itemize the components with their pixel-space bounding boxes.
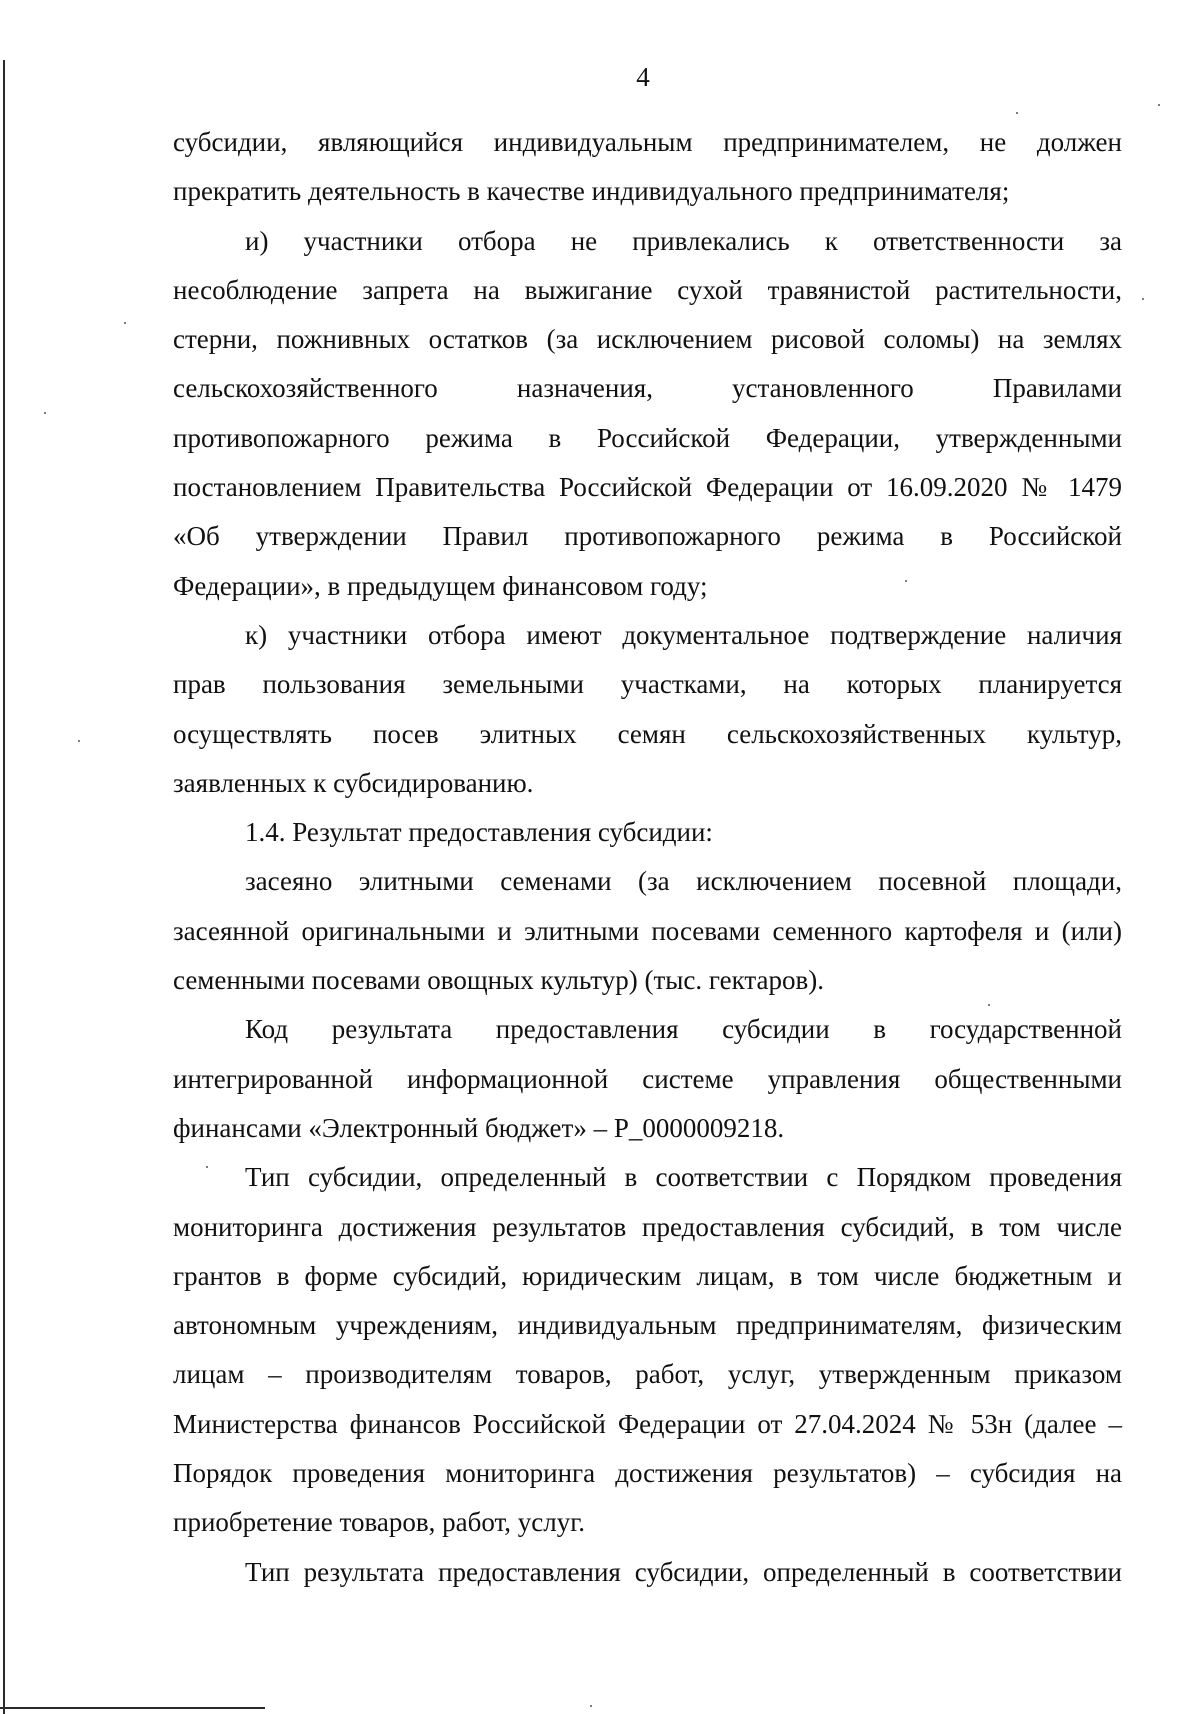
text-line: 1.4. Результат предоставления субсидии: bbox=[245, 817, 713, 848]
text-line: сельскохозяйственного назначения, установленного Правилами bbox=[173, 373, 1122, 404]
text-line: «Об утверждении Правил противопожарного режима в Российской bbox=[173, 521, 1122, 552]
scan-edge-bottom bbox=[0, 1707, 265, 1709]
text-line: и) участники отбора не привлекались к ответственности за bbox=[245, 225, 1122, 256]
text-line: финансами «Электронный бюджет» – P_0000009218. bbox=[173, 1112, 785, 1143]
text-line: приобретение товаров, работ, услуг. bbox=[173, 1507, 585, 1538]
scan-speckle bbox=[124, 322, 126, 324]
scan-speckle bbox=[988, 1004, 990, 1006]
text-line: к) участники отбора имеют документальное подтверждение наличия bbox=[245, 619, 1122, 650]
text-line: грантов в форме субсидий, юридическим лицам, в том числе бюджетным и bbox=[173, 1260, 1122, 1291]
text-line: мониторинга достижения результатов предоставления субсидий, в том числе bbox=[173, 1211, 1122, 1242]
text-line: Порядок проведения мониторинга достижения результатов) – субсидия на bbox=[173, 1458, 1122, 1489]
text-line: семенными посевами овощных культур) (тыс. гектаров). bbox=[173, 965, 824, 996]
text-line: Федерации», в предыдущем финансовом году; bbox=[173, 570, 708, 601]
text-line: осуществлять посев элитных семян сельскохозяйственных культур, bbox=[173, 718, 1122, 749]
page-number: 4 bbox=[636, 62, 650, 92]
text-line: стерни, пожнивных остатков (за исключением рисовой соломы) на землях bbox=[173, 324, 1122, 355]
text-line: засеянной оригинальными и элитными посевами семенного картофеля и (или) bbox=[173, 915, 1122, 946]
text-line: Тип субсидии, определенный в соответствии с Порядком проведения bbox=[245, 1162, 1122, 1193]
scan-speckle bbox=[905, 580, 907, 582]
text-line: противопожарного режима в Российской Федерации, утвержденными bbox=[173, 422, 1122, 453]
scan-edge-left bbox=[3, 60, 5, 1714]
scan-speckle bbox=[206, 1166, 208, 1168]
scan-speckle bbox=[1142, 298, 1144, 300]
scan-speckle bbox=[78, 740, 80, 742]
text-line: засеяно элитными семенами (за исключением посевной площади, bbox=[245, 866, 1122, 897]
text-line: несоблюдение запрета на выжигание сухой травянистой растительности, bbox=[173, 274, 1122, 305]
text-line: Министерства финансов Российской Федерации от 27.04.2024 № 53н (далее – bbox=[173, 1408, 1122, 1439]
text-line: лицам – производителям товаров, работ, услуг, утвержденным приказом bbox=[173, 1359, 1122, 1390]
document-body bbox=[173, 118, 1122, 1597]
text-line: интегрированной информационной системе управления общественными bbox=[173, 1063, 1122, 1094]
scan-speckle bbox=[44, 412, 46, 414]
scan-speckle bbox=[590, 1705, 592, 1707]
text-line: Тип результата предоставления субсидии, определенный в соответствии bbox=[245, 1556, 1122, 1587]
text-line: автономным учреждениям, индивидуальным предпринимателям, физическим bbox=[173, 1310, 1122, 1341]
scan-speckle bbox=[1158, 104, 1160, 106]
text-line: прекратить деятельность в качестве индивидуального предпринимателя; bbox=[173, 176, 1010, 207]
text-line: постановлением Правительства Российской Федерации от 16.09.2020 № 1479 bbox=[173, 472, 1122, 503]
text-line: субсидии, являющийся индивидуальным предпринимателем, не должен bbox=[173, 127, 1122, 157]
text-line: прав пользования земельными участками, на которых планируется bbox=[173, 669, 1122, 700]
text-line: заявленных к субсидированию. bbox=[173, 767, 534, 798]
text-line: Код результата предоставления субсидии в государственной bbox=[245, 1014, 1122, 1045]
scan-speckle bbox=[1016, 112, 1018, 114]
